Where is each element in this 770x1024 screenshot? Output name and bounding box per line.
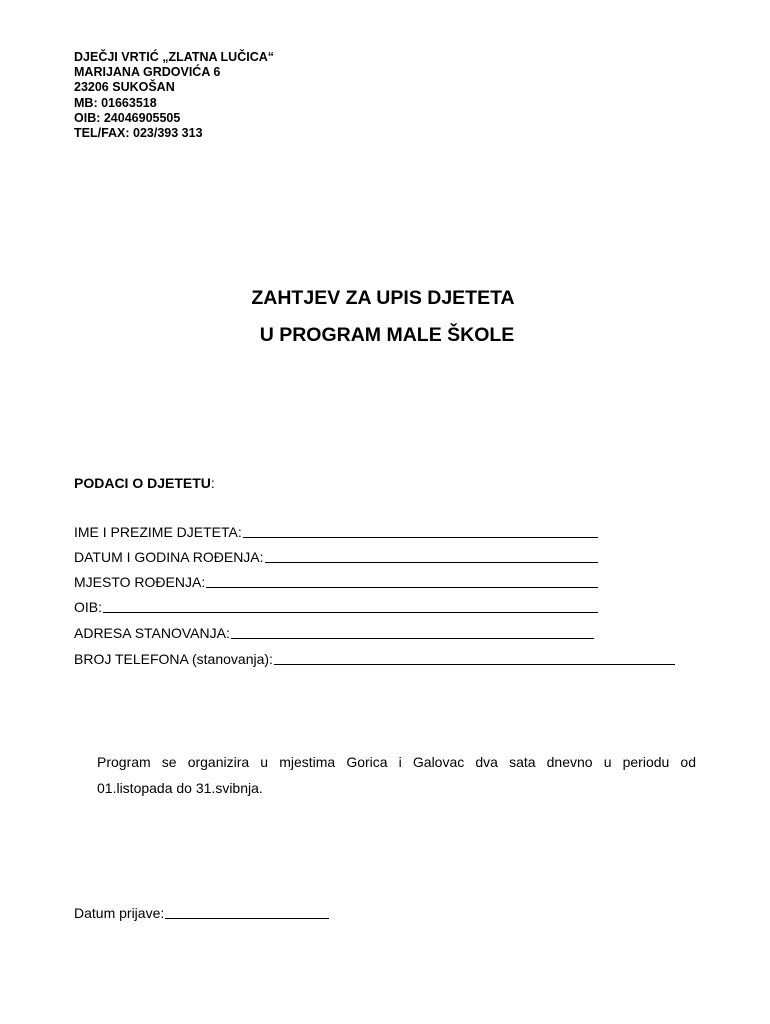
field-row-oib	[74, 597, 598, 615]
application-date-field[interactable]	[165, 904, 329, 919]
header-line-city: 23206 SUKOŠAN	[74, 80, 175, 95]
oib-field[interactable]	[103, 598, 598, 613]
program-info-line-2: 01.listopada do 31.svibnja.	[97, 779, 263, 796]
field-label-child-name: IME I PREZIME DJETETA:	[74, 524, 242, 540]
field-row-birth-date	[74, 547, 598, 565]
header-line-name: DJEČJI VRTIĆ „ZLATNA LUČICA“	[74, 50, 274, 64]
form-title-line-2: U PROGRAM MALE ŠKOLE	[259, 324, 515, 346]
header-line-phone: TEL/FAX: 023/393 313	[74, 126, 203, 141]
application-date-row	[74, 903, 329, 921]
child-data-section-heading	[74, 475, 215, 491]
section-heading-colon: :	[210, 475, 215, 491]
section-heading-text: PODACI O DJETETU	[74, 475, 211, 491]
field-label-phone: BROJ TELEFONA (stanovanja):	[74, 651, 273, 667]
application-date-label: Datum prijave:	[74, 905, 165, 921]
address-field[interactable]	[231, 624, 594, 639]
phone-field[interactable]	[274, 650, 675, 665]
field-label-birth-place: MJESTO ROĐENJA:	[74, 574, 206, 590]
header-line-oib: OIB: 24046905505	[74, 110, 181, 125]
header-line-mb: MB: 01663518	[74, 95, 157, 110]
child-name-field[interactable]	[243, 523, 598, 538]
birth-place-field[interactable]	[206, 573, 598, 588]
field-row-child-name	[74, 522, 598, 540]
kindergarten-header	[74, 50, 274, 141]
program-info-line-1: Program se organizira u mjestima Gorica i Galovac dva sata dnevno u periodu od	[97, 754, 696, 770]
field-label-address: ADRESA STANOVANJA:	[74, 625, 230, 641]
birth-date-field[interactable]	[265, 548, 598, 563]
field-row-phone	[74, 649, 675, 667]
field-row-address	[74, 623, 594, 641]
field-label-oib: OIB:	[74, 599, 103, 615]
header-line-street: MARIJANA GRDOVIĆA 6	[74, 65, 221, 80]
form-title-line-1: ZAHTJEV ZA UPIS DJETETA	[251, 287, 515, 309]
field-label-birth-date: DATUM I GODINA ROĐENJA:	[74, 549, 264, 565]
field-row-birth-place	[74, 572, 598, 590]
program-info-paragraph	[97, 750, 696, 801]
